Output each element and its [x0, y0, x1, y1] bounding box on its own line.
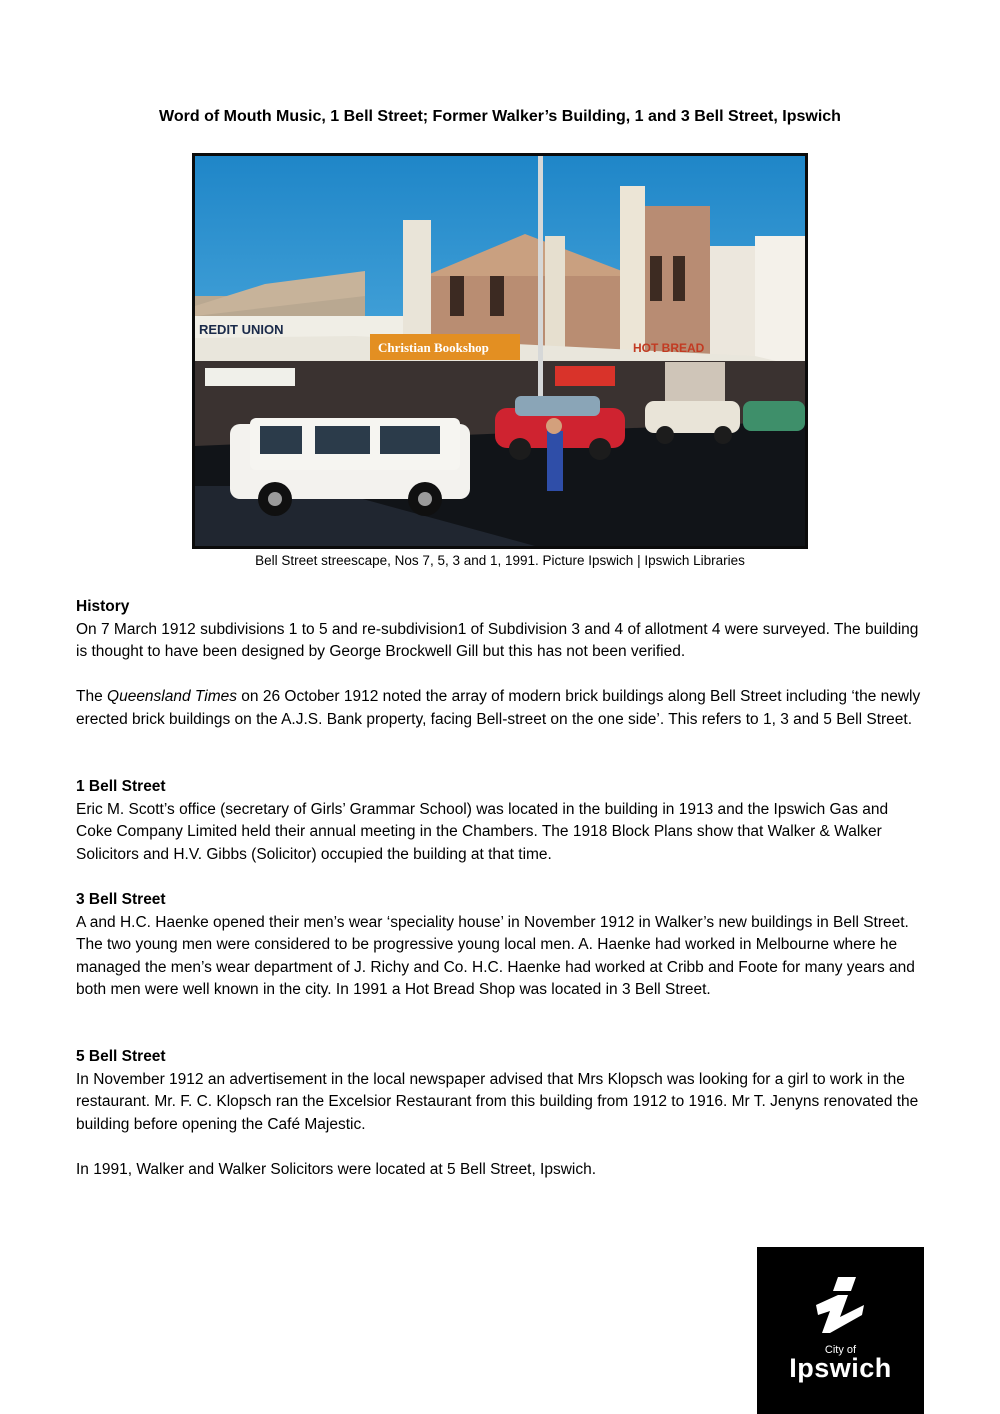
history-paragraph-2	[76, 686, 926, 731]
logo-city-of: City of	[824, 1344, 857, 1356]
bell-5-section	[76, 1046, 926, 1136]
street-photo	[192, 153, 808, 549]
photo-caption: Bell Street streescape, Nos 7, 5, 3 and 1, 1991. Picture Ipswich | Ipswich Libraries	[255, 553, 745, 568]
bell-5-heading: 5 Bell Street	[76, 1048, 166, 1065]
bell-3-heading: 3 Bell Street	[76, 891, 166, 908]
logo-ipswich: Ipswich	[789, 1353, 892, 1383]
history-heading: History	[76, 598, 130, 615]
bell-3-text: A and H.C. Haenke opened their men’s wear ‘speciality house’ in November 1912 in Walker’s new buildings in Bell Street. The two young men were considered to be progressive young local men. A. Haenke had worked in Melbourne where he managed the men’s wear department of J. Richy and Co. H.C. Haenke had worked at Cribb and Foote for many years and both men were well known in the city. In 1991 a Hot Bread Shop was located in 3 Bell Street.	[76, 913, 915, 998]
bookshop-sign: Christian Bookshop	[378, 340, 489, 355]
bell-1-text: Eric M. Scott’s office (secretary of Girls’ Grammar School) was located in the building in 1913 and the Ipswich Gas and Coke Company Limited held their annual meeting in the Chambers. The 1918 Block Plans show that Walker & Walker Solicitors and H.V. Gibbs (Solicitor) occupied the building at that time.	[76, 800, 889, 863]
bell-3-section	[76, 889, 926, 1002]
newspaper-title: Queensland Times	[107, 688, 237, 705]
bell-5-text: In November 1912 an advertisement in the local newspaper advised that Mrs Klopsch was looking for a girl to work in the restaurant. Mr. F. C. Klopsch ran the Excelsior Restaurant from this building from 1912 to 1916. Mr T. Jenyns renovated the building before opening the Café Majestic.	[76, 1070, 919, 1133]
credit-union-sign: REDIT UNION	[199, 322, 284, 337]
ipswich-i-icon	[812, 1275, 872, 1337]
bell-1-heading: 1 Bell Street	[76, 778, 166, 795]
history-paragraph-1: On 7 March 1912 subdivisions 1 to 5 and re-subdivision1 of Subdivision 3 and 4 of allotment 4 were surveyed. The building is thought to have been designed by George Brockwell Gill but this has not been verified.	[76, 620, 919, 660]
bell-1-section	[76, 776, 926, 866]
closing-section	[76, 1159, 926, 1182]
city-of-ipswich-logo	[757, 1247, 924, 1414]
history-p2-intro: The	[76, 688, 108, 705]
history-p2-body: on 26 October 1912 noted the array of modern brick buildings along Bell Street including ‘the newly erected brick buildings on the A.J.S. Bank property, facing Bell-street on the one side’. This refers to 1, 3 and 5 Bell Street.	[76, 688, 921, 728]
hot-bread-sign: HOT BREAD	[633, 341, 705, 355]
history-section	[76, 596, 926, 664]
closing-text: In 1991, Walker and Walker Solicitors were located at 5 Bell Street, Ipswich.	[76, 1161, 597, 1178]
page-title: Word of Mouth Music, 1 Bell Street; Former Walker’s Building, 1 and 3 Bell Street, Ipswich	[159, 108, 841, 125]
